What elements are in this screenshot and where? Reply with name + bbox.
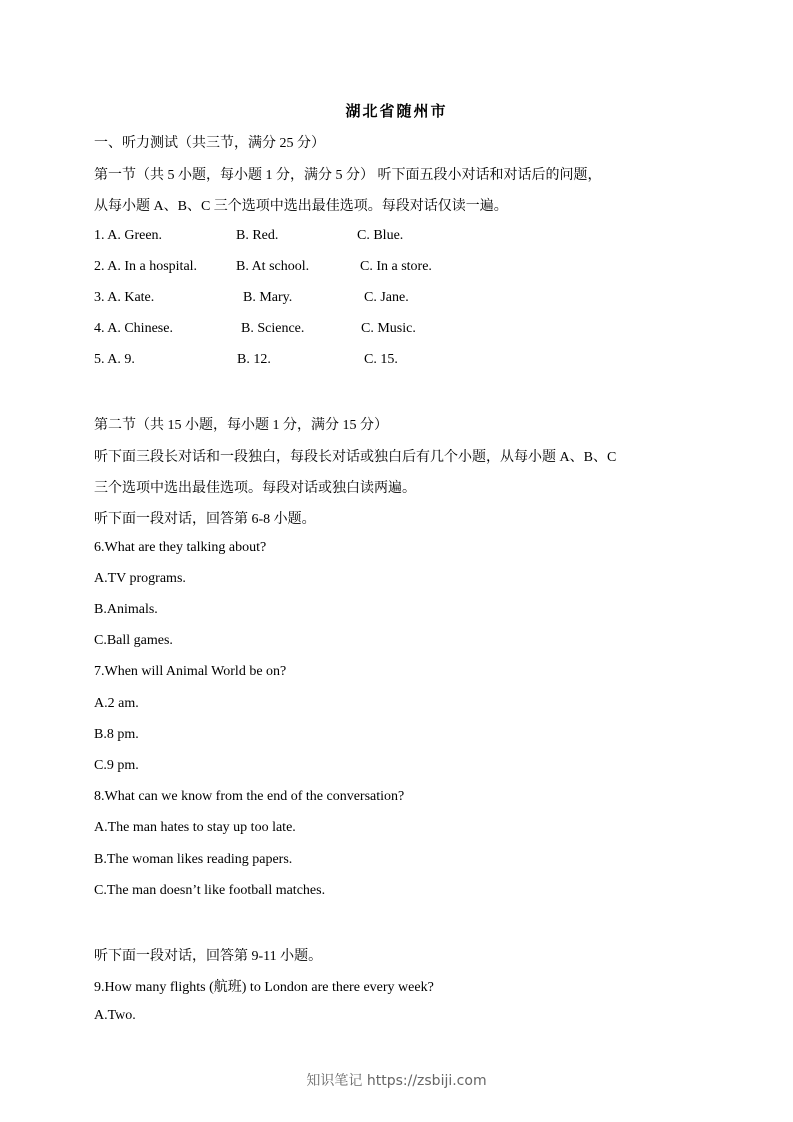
q3-option-a: 3. A. Kate. (94, 290, 155, 305)
q4-option-b: B. Science. (241, 321, 305, 336)
section2-instructions-line2: 三个选项中选出最佳选项。每段对话或独白读两遍。 (94, 481, 416, 496)
q8-question: 8.What can we know from the end of the conversation? (94, 789, 405, 804)
dialog2-intro: 听下面一段对话，回答第 9-11 小题。 (94, 949, 323, 964)
q4-option-c: C. Music. (361, 321, 416, 336)
footer-watermark: 知识笔记 https://zsbiji.com (306, 1073, 487, 1089)
q6-option-b: B.Animals. (94, 602, 158, 617)
q5-option-a: 5. A. 9. (94, 352, 135, 367)
q1-option-c: C. Blue. (357, 228, 404, 243)
q5-option-c: C. 15. (364, 352, 398, 367)
q7-option-b: B.8 pm. (94, 727, 139, 742)
q6-question: 6.What are they talking about? (94, 540, 267, 555)
q1-option-b: B. Red. (236, 228, 279, 243)
q2-option-c: C. In a store. (360, 259, 432, 274)
q6-option-a: A.TV programs. (94, 571, 186, 586)
q7-question: 7.When will Animal World be on? (94, 664, 287, 679)
q7-option-a: A.2 am. (94, 696, 139, 711)
q4-option-a: 4. A. Chinese. (94, 321, 173, 336)
section2-heading: 第二节（共 15 小题，每小题 1 分，满分 15 分） (94, 418, 388, 433)
q3-option-c: C. Jane. (364, 290, 409, 305)
page-title: 湖北省随州市 (345, 104, 448, 120)
part1-instructions-line2: 从每小题 A、B、C 三个选项中选出最佳选项。每段对话仅读一遍。 (94, 199, 508, 214)
q9-question: 9.How many flights (航班) to London are there every week? (94, 980, 434, 995)
part1-instructions-line1: 第一节（共 5 小题，每小题 1 分，满分 5 分） 听下面五段小对话和对话后的问题， (94, 168, 602, 183)
q8-option-b: B.The woman likes reading papers. (94, 852, 293, 867)
q9-option-a: A.Two. (94, 1008, 136, 1023)
q6-option-c: C.Ball games. (94, 633, 173, 648)
q3-option-b: B. Mary. (243, 290, 293, 305)
q7-option-c: C.9 pm. (94, 758, 139, 773)
q8-option-c: C.The man doesn’t like football matches. (94, 883, 326, 898)
section2-instructions-line1: 听下面三段长对话和一段独白，每段长对话或独白后有几个小题，从每小题 A、B、C (94, 450, 617, 465)
q1-option-a: 1. A. Green. (94, 228, 163, 243)
q2-option-a: 2. A. In a hospital. (94, 259, 198, 274)
q5-option-b: B. 12. (237, 352, 271, 367)
dialog1-intro: 听下面一段对话，回答第 6-8 小题。 (94, 512, 316, 527)
q2-option-b: B. At school. (236, 259, 310, 274)
q8-option-a: A.The man hates to stay up too late. (94, 820, 296, 835)
section1-heading: 一、听力测试（共三节，满分 25 分） (94, 136, 325, 151)
